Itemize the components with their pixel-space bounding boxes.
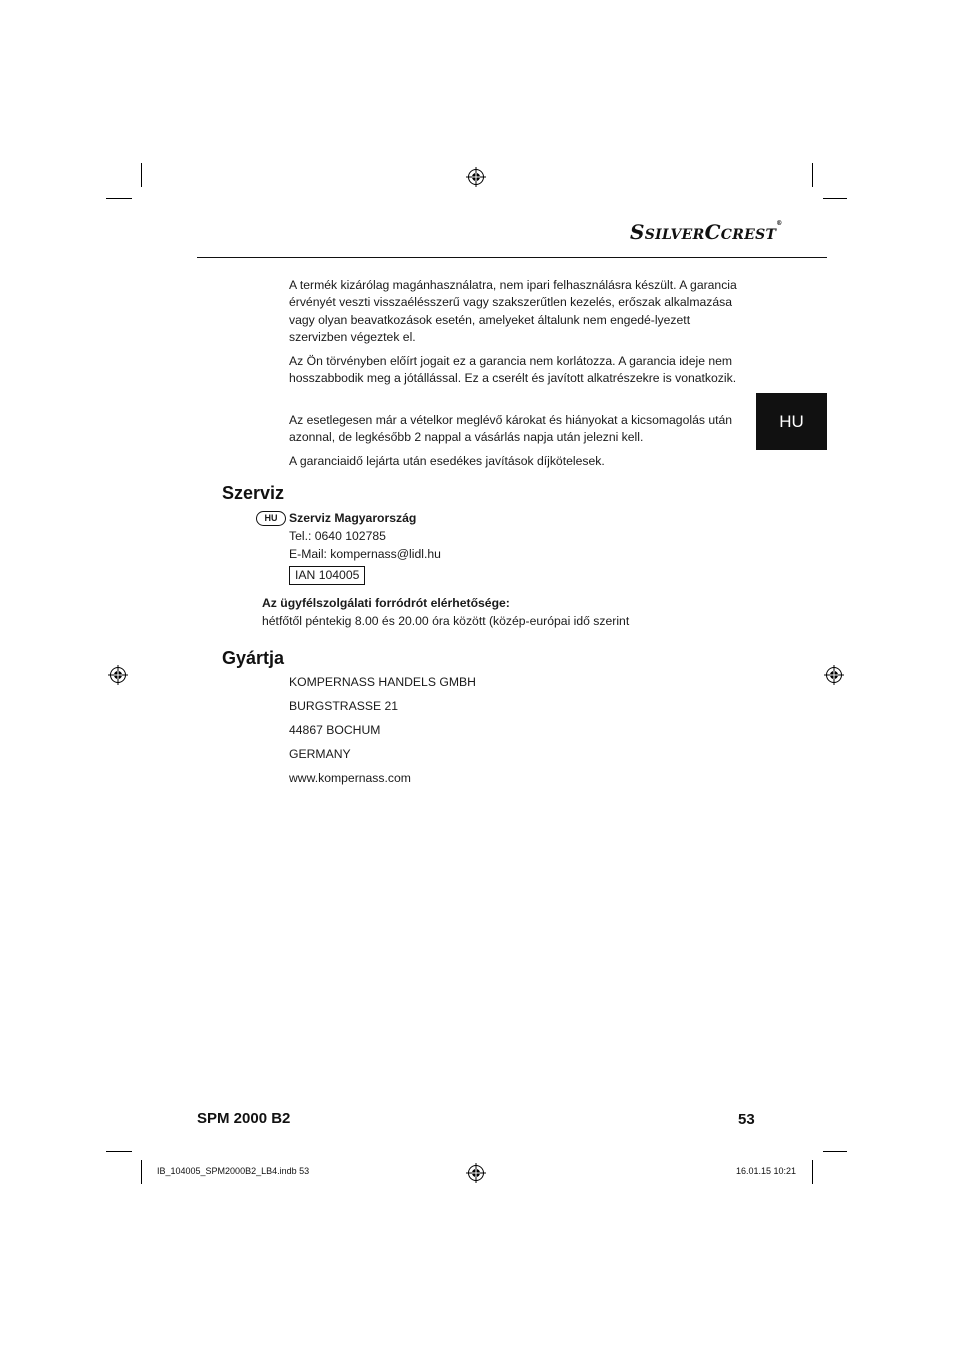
- manufacturer-line: 44867 BOCHUM: [289, 723, 381, 737]
- warranty-paragraph: A termék kizárólag magánhasználatra, nem ipari felhasználásra készült. A garancia érvényét veszti visszaélésszerű vagy szakszerűtlen kezelés, erőszak alkalmazása vagy olyan beavatkozások esetén, amelyeket általunk nem engedé-lyezett szervizben végeztek el.: [289, 278, 737, 345]
- crop-mark: [823, 198, 847, 199]
- brand-initial-s: S: [630, 220, 645, 244]
- trademark-symbol: ®: [776, 220, 783, 227]
- registration-mark-icon: [466, 167, 486, 187]
- warranty-paragraph: Az esetlegesen már a vételkor meglévő károkat és hiányokat a kicsomagolás után azonnal, de legkésőbb 2 nappal a vásárlás napja után jelezni kell.: [289, 413, 733, 445]
- crop-mark: [106, 1151, 132, 1152]
- page-number: 53: [738, 1111, 755, 1128]
- file-slug: IB_104005_SPM2000B2_LB4.indb 53: [157, 1166, 310, 1176]
- manufacturer-line: GERMANY: [289, 747, 351, 761]
- service-heading: Szerviz: [222, 483, 285, 503]
- manufacturer-line: BURGSTRASSE 21: [289, 699, 399, 713]
- manufacturer-website: www.kompernass.com: [289, 771, 411, 785]
- brand-word-crest: CREST: [720, 227, 777, 243]
- warranty-paragraph: Az Ön törvényben előírt jogait ez a garancia nem korlátozza. A garancia ideje nem hosszabbodik meg a jótállással. Ez a cserélt és javított alkatrészekre is vonatkozik.: [289, 354, 737, 386]
- hotline-hours: hétfőtől péntekig 8.00 és 20.00 óra között (közép-európai idő szerint: [262, 614, 630, 628]
- language-tab: HU: [756, 393, 827, 450]
- registration-mark-icon: [108, 665, 128, 685]
- brand-word-silver: SILVER: [644, 227, 705, 243]
- brand-logo: [630, 220, 783, 244]
- hotline-heading: Az ügyfélszolgálati forródrót elérhetősége:: [262, 596, 510, 610]
- warranty-paragraph: A garanciaidő lejárta után esedékes javítások díjkötelesek.: [289, 454, 605, 468]
- manufacturer-heading: Gyártja: [222, 648, 285, 668]
- crop-mark: [141, 163, 142, 187]
- service-phone: Tel.: 0640 102785: [289, 529, 386, 543]
- crop-mark: [141, 1160, 142, 1184]
- header-rule: [197, 257, 827, 258]
- ian-number-box: IAN 104005: [289, 566, 365, 585]
- registration-mark-icon: [824, 665, 844, 685]
- brand-initial-c: C: [704, 220, 721, 244]
- manufacturer-line: KOMPERNASS HANDELS GMBH: [289, 675, 476, 689]
- crop-mark: [106, 198, 132, 199]
- crop-mark: [812, 1160, 813, 1184]
- country-badge: HU: [256, 511, 286, 526]
- model-number: SPM 2000 B2: [197, 1110, 291, 1127]
- registration-mark-icon: [466, 1163, 486, 1183]
- crop-mark: [823, 1151, 847, 1152]
- service-email: E-Mail: kompernass@lidl.hu: [289, 547, 441, 561]
- date-slug: 16.01.15 10:21: [736, 1166, 797, 1176]
- service-name: Szerviz Magyarország: [289, 511, 417, 525]
- crop-mark: [812, 163, 813, 187]
